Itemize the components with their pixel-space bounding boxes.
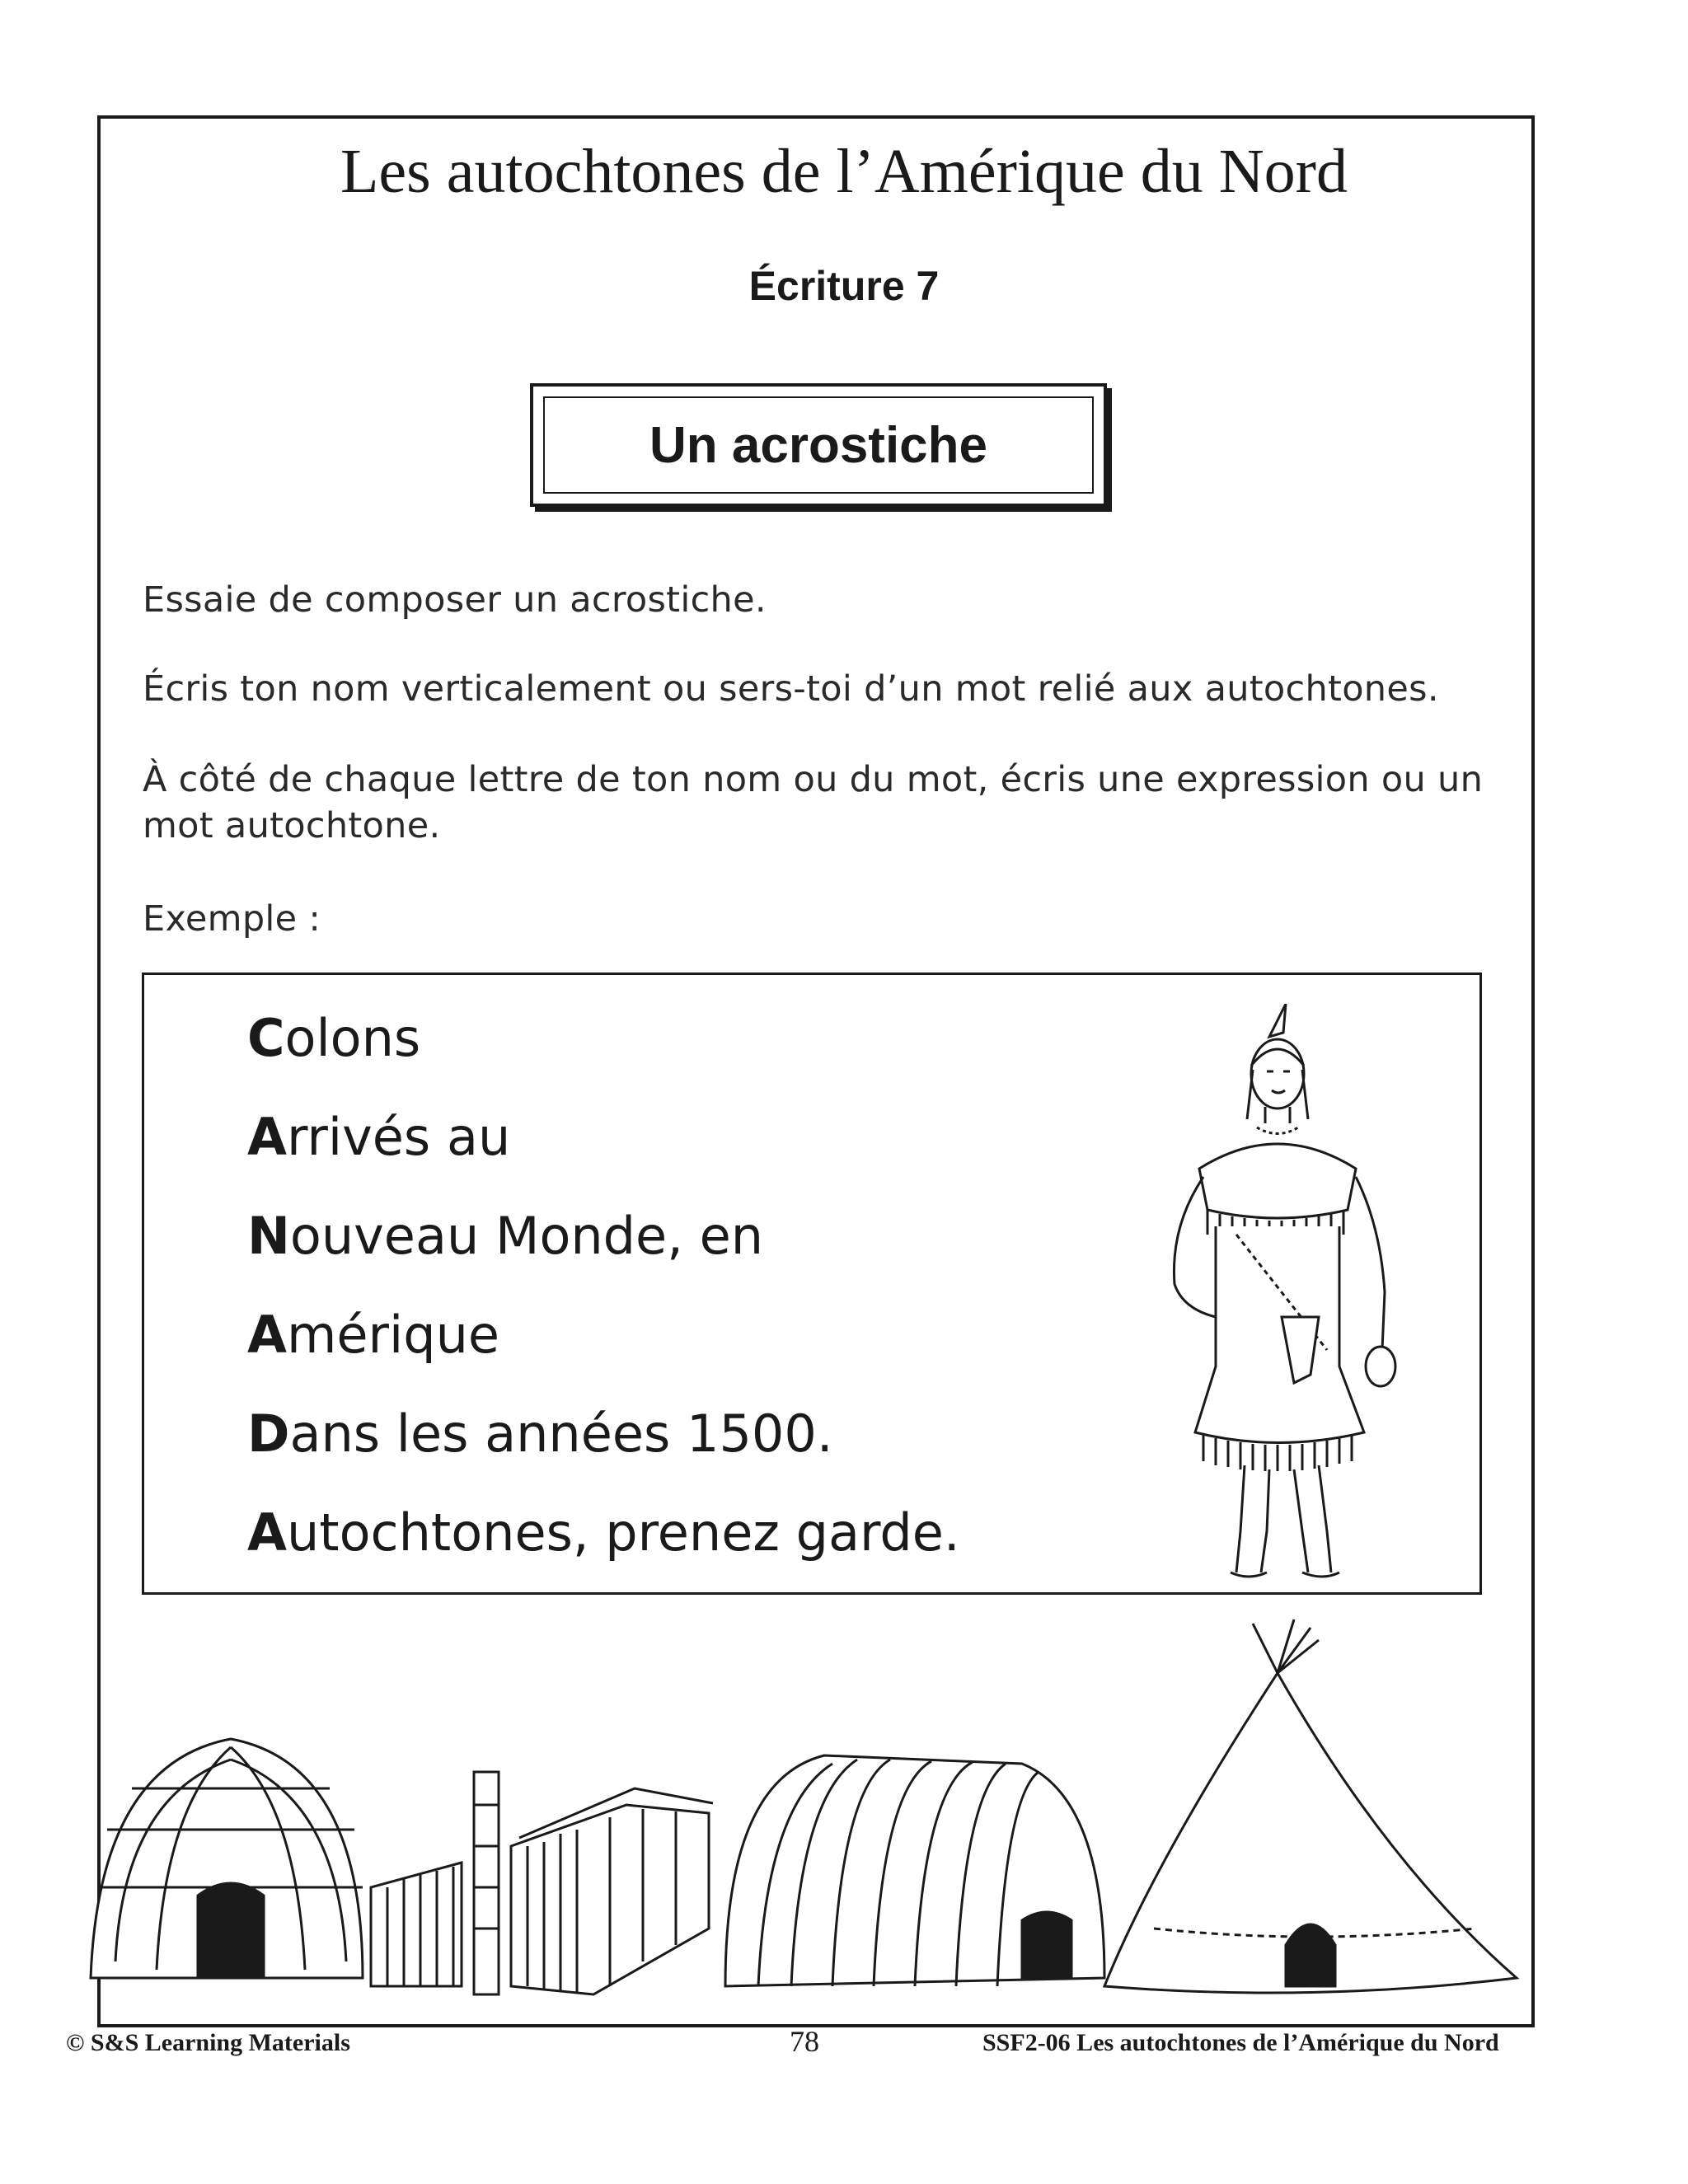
page-subtitle: Écriture 7 [748,263,940,309]
acrostic-line: Amérique [247,1305,500,1365]
acrostic-line: Colons [247,1008,421,1068]
heading-text: Un acrostiche [649,416,988,474]
indigenous-man-illustration-icon [1092,1004,1488,1581]
instruction-3: À côté de chaque lettre de ton nom ou du mot, écris une expression ou un mot autochtone. [143,759,1484,846]
footer-page-number: 78 [790,2025,819,2058]
page-title: Les autochtones de l’Amérique du Nord [340,137,1348,206]
example-label: Exemple : [143,898,321,940]
footer-copyright: © S&S Learning Materials [66,2029,350,2056]
instruction-1: Essaie de composer un acrostiche. [143,579,767,621]
instruction-2: Écris ton nom verticalement ou sers-toi d’un mot relié aux autochtones. [143,668,1439,710]
acrostic-line: Dans les années 1500. [247,1404,833,1464]
footer-book-title: SSF2-06 Les autochtones de l’Amérique du Nord [982,2029,1499,2056]
acrostic-line: Nouveau Monde, en [247,1206,764,1266]
heading-inner-border [543,396,1094,494]
heading-box [530,383,1107,507]
dwellings-wigwam-longhouse-tipi-icon [82,1615,1533,2019]
example-box [142,972,1482,1595]
acrostic-line: Arrivés au [247,1107,511,1167]
acrostic-line: Autochtones, prenez garde. [247,1502,960,1563]
